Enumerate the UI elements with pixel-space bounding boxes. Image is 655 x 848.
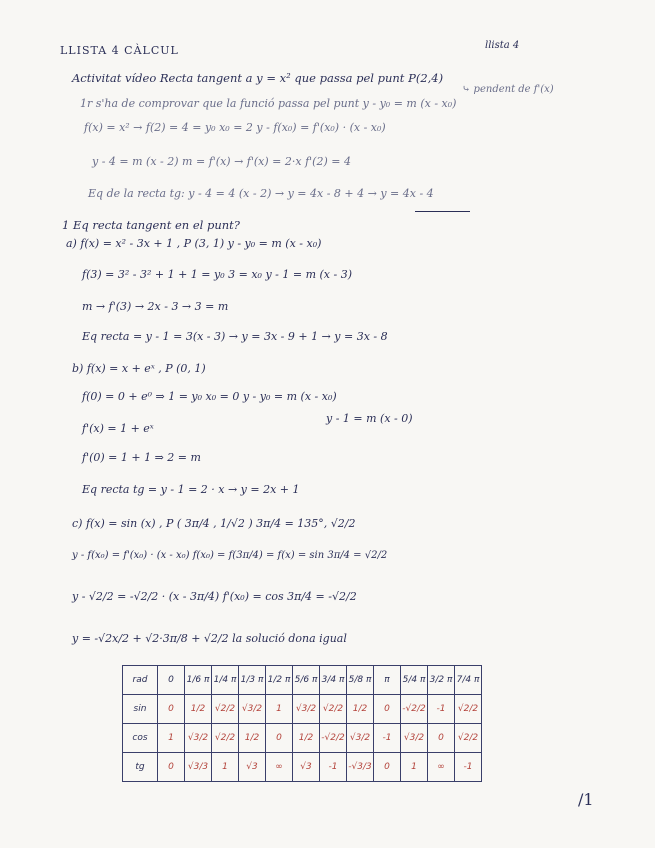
page-title: LLISTA 4 CÀLCUL xyxy=(60,44,179,57)
intro-line-2: f(x) = x² → f(2) = 4 = y₀ x₀ = 2 y - f(x₀) = f'(x₀) · (x - x₀) xyxy=(84,121,386,134)
table-cell: √2/2 xyxy=(212,724,239,753)
table-cell: 1/2 xyxy=(185,695,212,724)
table-cell: 5/8 π xyxy=(347,666,374,695)
c-line-1: c) f(x) = sin (x) , P ( 3π/4 , 1/√2 ) 3π/4 = 135°, √2/2 xyxy=(72,517,356,530)
table-cell: -1 xyxy=(320,753,347,782)
table-cell: 0 xyxy=(374,695,401,724)
a-line-4: Eq recta = y - 1 = 3(x - 3) → y = 3x - 9 + 1 → y = 3x - 8 xyxy=(82,330,388,343)
b-line-3: y - 1 = m (x - 0) xyxy=(326,412,413,425)
c-line-3: y - √2/2 = -√2/2 · (x - 3π/4) f'(x₀) = cos 3π/4 = -√2/2 xyxy=(72,590,357,603)
table-cell: √3/2 xyxy=(401,724,428,753)
table-cell: 3/2 π xyxy=(428,666,455,695)
table-cell: 0 xyxy=(374,753,401,782)
b-line-1: b) f(x) = x + eˣ , P (0, 1) xyxy=(72,362,206,375)
table-cell: 5/4 π xyxy=(401,666,428,695)
table-cell: -1 xyxy=(428,695,455,724)
table-cell: 0 xyxy=(158,753,185,782)
intro-note: ⤷ pendent de f'(x) xyxy=(462,84,554,95)
table-cell: 0 xyxy=(266,724,293,753)
b-line-4: f'(x) = 1 + eˣ xyxy=(82,422,154,435)
table-row xyxy=(123,666,482,695)
table-cell: √2/2 xyxy=(455,695,482,724)
table-cell: 1 xyxy=(212,753,239,782)
table-cell: 1 xyxy=(158,724,185,753)
table-cell: 0 xyxy=(428,724,455,753)
table-cell: -√2/2 xyxy=(401,695,428,724)
table-cell: 1/2 xyxy=(293,724,320,753)
b-line-5: f'(0) = 1 + 1 ⇒ 2 = m xyxy=(82,451,201,464)
table-cell: 3/4 π xyxy=(320,666,347,695)
table-cell: 5/6 π xyxy=(293,666,320,695)
table-cell: ∞ xyxy=(266,753,293,782)
table-cell: 1 xyxy=(401,753,428,782)
table-cell: 0 xyxy=(158,666,185,695)
table-row-header: sin xyxy=(123,695,158,724)
table-row-header: cos xyxy=(123,724,158,753)
table-row-header: rad xyxy=(123,666,158,695)
table-cell: -1 xyxy=(455,753,482,782)
c-line-4: y = -√2x/2 + √2·3π/8 + √2/2 la solució dona igual xyxy=(72,632,347,645)
table-cell: π xyxy=(374,666,401,695)
table-cell: √2/2 xyxy=(455,724,482,753)
table-cell: 1 xyxy=(266,695,293,724)
c-line-2: y - f(x₀) = f'(x₀) · (x - x₀) f(x₀) = f(3π/4) = f(x) = sin 3π/4 = √2/2 xyxy=(72,550,388,561)
table-cell: √3/2 xyxy=(185,724,212,753)
b-line-6: Eq recta tg = y - 1 = 2 · x → y = 2x + 1 xyxy=(82,483,300,496)
intro-line-4: Eq de la recta tg: y - 4 = 4 (x - 2) → y = 4x - 8 + 4 → y = 4x - 4 xyxy=(88,187,434,200)
table-cell: 1/2 π xyxy=(266,666,293,695)
table-cell: 7/4 π xyxy=(455,666,482,695)
table-row xyxy=(123,724,482,753)
b-line-2: f(0) = 0 + e⁰ ⇒ 1 = y₀ x₀ = 0 y - y₀ = m (x - x₀) xyxy=(82,390,337,403)
table-cell: 1/6 π xyxy=(185,666,212,695)
a-line-1: a) f(x) = x² - 3x + 1 , P (3, 1) y - y₀ = m (x - x₀) xyxy=(66,237,322,250)
exercise-heading: 1 Eq recta tangent en el punt? xyxy=(62,218,240,232)
table-cell: √3/2 xyxy=(293,695,320,724)
a-line-2: f(3) = 3² - 3² + 1 + 1 = y₀ 3 = x₀ y - 1 = m (x - 3) xyxy=(82,268,353,281)
table-cell: √3/2 xyxy=(239,695,266,724)
table-cell: 1/2 xyxy=(347,695,374,724)
table-cell: √2/2 xyxy=(320,695,347,724)
table-cell: ∞ xyxy=(428,753,455,782)
table-cell: -√3/3 xyxy=(347,753,374,782)
intro-line-3: y - 4 = m (x - 2) m = f'(x) → f'(x) = 2·x f'(2) = 4 xyxy=(92,155,351,168)
table-cell: 0 xyxy=(158,695,185,724)
corner-label: llista 4 xyxy=(485,40,520,51)
table-cell: 1/4 π xyxy=(212,666,239,695)
intro-topic: Activitat vídeo Recta tangent a y = x² que passa pel punt P(2,4) xyxy=(72,71,444,85)
table-cell: √3/3 xyxy=(185,753,212,782)
table-cell: 1/3 π xyxy=(239,666,266,695)
a-line-3: m → f'(3) → 2x - 3 → 3 = m xyxy=(82,300,229,313)
table-row xyxy=(123,753,482,782)
table-cell: √3 xyxy=(239,753,266,782)
table-cell: -√2/2 xyxy=(320,724,347,753)
table-cell: -1 xyxy=(374,724,401,753)
page-number: /1 xyxy=(578,790,594,809)
table-cell: √2/2 xyxy=(212,695,239,724)
table-row-header: tg xyxy=(123,753,158,782)
table-cell: √3/2 xyxy=(347,724,374,753)
intro-line-1: 1r s'ha de comprovar que la funció passa pel punt y - y₀ = m (x - x₀) xyxy=(80,97,457,110)
table-cell: √3 xyxy=(293,753,320,782)
answer-underline xyxy=(415,211,470,212)
table-row xyxy=(123,695,482,724)
trig-table xyxy=(122,665,482,782)
table-cell: 1/2 xyxy=(239,724,266,753)
